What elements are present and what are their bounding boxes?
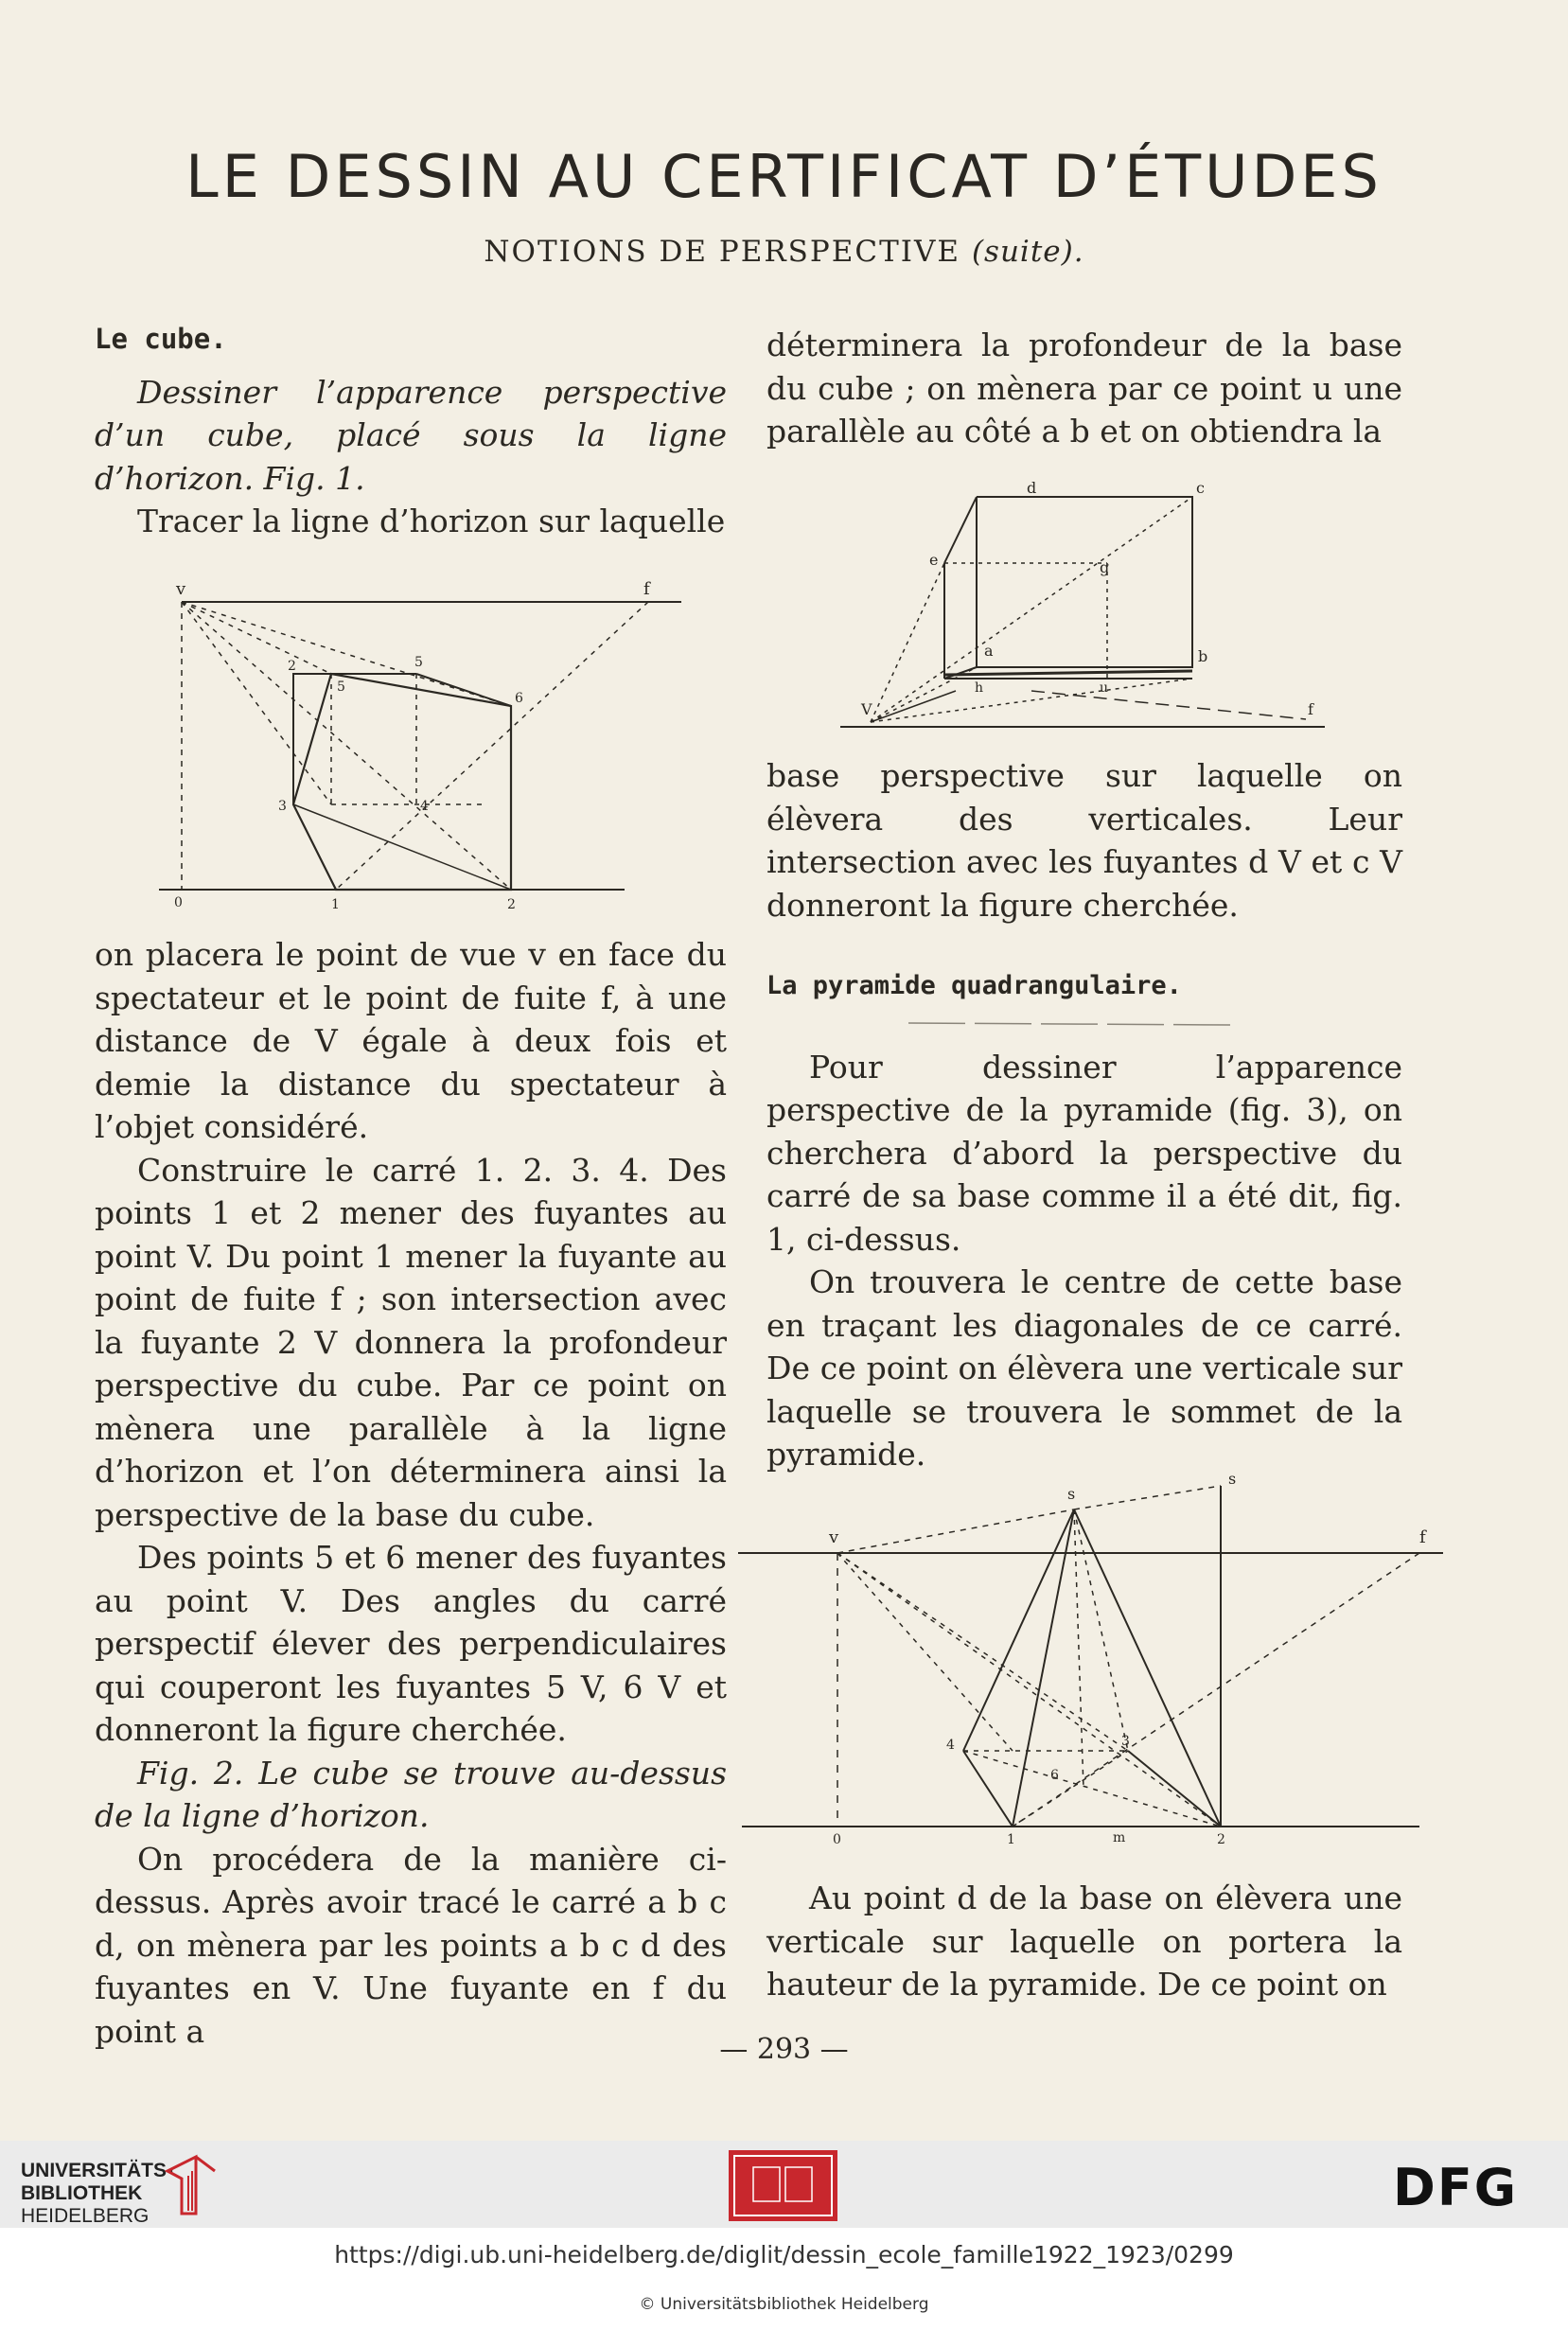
fig1-label-0: 0 xyxy=(174,895,183,910)
fig2-paragraph-continued: déterminera la profondeur de la base du cube ; on mènera par ce point u une parallèle au côté a b et on obtiendra la xyxy=(766,327,1402,450)
subtitle-text: NOTIONS DE PERSPECTIVE xyxy=(484,235,961,269)
fig2-procedure-paragraph: On procédera de la manière ci-dessus. Après avoir tracé le carré a b c d, on mènera par les points a b c d des fuyantes en V. Une fuyante en f du point a xyxy=(95,1840,727,2050)
section-heading-pyramid: La pyramide quadrangulaire. xyxy=(766,971,1182,1000)
fig2-conclusion-paragraph: base perspective sur laquelle on élèvera des verticales. Leur intersection avec les fuyantes d V et c V donneront la figure cherchée. xyxy=(766,757,1402,924)
fig2-label-d: d xyxy=(1027,479,1037,497)
library-name[interactable] xyxy=(21,2160,173,2228)
pyramid-intro-paragraph: Pour dessiner l’apparence perspective de la pyramide (fig. 3), on cherchera d’abord la perspective du carré de sa base comme il a été dit, fig. 1, ci-dessus. xyxy=(766,1048,1402,1258)
fig3-label-s: s xyxy=(1228,1470,1237,1488)
cube-intro-paragraph: Dessiner l’apparence perspective d’un cube, placé sous la ligne d’horizon. Fig. 1. xyxy=(95,373,727,497)
episteme-logo-icon xyxy=(729,2150,837,2221)
pyramid-center-paragraph: On trouvera le centre de cette base en traçant les diagonales de ce carré. De ce point on élèvera une verticale sur laquelle se trouvera le sommet de la pyramide. xyxy=(766,1263,1402,1473)
section-heading-cube: Le cube. xyxy=(95,323,227,355)
episteme-logo[interactable] xyxy=(729,2150,837,2221)
fig3-label-m: m xyxy=(1113,1830,1126,1845)
fig3-label-s-apex: s xyxy=(1067,1485,1076,1503)
library-line-3: HEIDELBERG xyxy=(21,2205,150,2227)
fig2-label-e: e xyxy=(929,551,939,569)
fig2-label-g: g xyxy=(1100,558,1110,576)
fig1-label-1: 1 xyxy=(331,897,340,912)
fig1-label-5b: 5 xyxy=(337,680,345,695)
cube-elevation-paragraph: Des points 5 et 6 mener des fuyantes au point V. Des angles du carré perspectif élever des perpendiculaires qui couperont les fuyantes 5 V, 6 V et donneront la figure cherchée. xyxy=(95,1539,727,1748)
fig2-label-a: a xyxy=(984,642,994,660)
page-number: — 293 — xyxy=(719,2033,849,2066)
fig2-label-v: V xyxy=(861,700,872,718)
decorative-rule xyxy=(890,1014,1268,1036)
page-subtitle xyxy=(0,235,1568,269)
fig2-label-f: f xyxy=(1308,700,1313,718)
left-column-top xyxy=(95,318,727,543)
library-logo-icon xyxy=(163,2152,220,2218)
figure-1-cube-below-horizon xyxy=(151,568,691,918)
dfg-logo[interactable]: DFG xyxy=(1393,2158,1519,2217)
fig1-label-v: v xyxy=(176,579,186,599)
fig3-label-v: v xyxy=(829,1527,839,1547)
library-line-1: UNIVERSITÄTS- xyxy=(21,2160,174,2181)
subtitle-suffix: (suite). xyxy=(971,235,1084,269)
fig1-label-2: 2 xyxy=(507,897,516,912)
fig3-label-f: f xyxy=(1419,1527,1426,1547)
fig2-label-b: b xyxy=(1198,647,1208,665)
fig3-label-0: 0 xyxy=(833,1832,841,1845)
figure-3-pyramid xyxy=(738,1467,1457,1845)
fig1-label-6: 6 xyxy=(515,691,523,706)
fig3-label-3: 3 xyxy=(1121,1734,1130,1749)
fig2-label-c: c xyxy=(1196,479,1205,497)
pyramid-height-paragraph: Au point d de la base on élèvera une verticale sur laquelle on portera la hauteur de la pyramide. De ce point on xyxy=(766,1880,1402,2003)
fig1-label-4: 4 xyxy=(420,799,429,814)
figure-2-cube-above-horizon xyxy=(833,478,1344,733)
library-line-2: BIBLIOTHEK xyxy=(21,2182,143,2204)
fig3-label-1: 1 xyxy=(1007,1832,1015,1845)
left-column-bottom xyxy=(95,933,727,2053)
cube-paragraph-start: Tracer la ligne d’horizon sur laquelle xyxy=(137,503,726,539)
fig2-intro-paragraph: Fig. 2. Le cube se trouve au-dessus de la ligne d’horizon. xyxy=(95,1754,727,1834)
fig1-label-5a: 5 xyxy=(414,655,423,670)
fig1-label-2a: 2 xyxy=(288,659,296,674)
fig2-label-u: u xyxy=(1100,680,1109,696)
page-title: LE DESSIN AU CERTIFICAT D’ÉTUDES xyxy=(185,142,1383,211)
digitization-bar xyxy=(0,2141,1568,2228)
fig3-label-2: 2 xyxy=(1217,1832,1225,1845)
copyright-notice: © Universitätsbibliothek Heidelberg xyxy=(639,2295,929,2314)
fig3-label-6: 6 xyxy=(1050,1768,1059,1783)
fig3-label-4: 4 xyxy=(946,1738,955,1753)
right-column-middle xyxy=(766,754,1402,1476)
cube-paragraph-continued: on placera le point de vue v en face du spectateur et le point de fuite f, à une distance de V égale à deux fois et demie la distance du spectateur à l’objet considéré. xyxy=(95,936,727,1145)
permalink-url[interactable]: https://digi.ub.uni-heidelberg.de/diglit/dessin_ecole_famille1922_1923/0299 xyxy=(334,2241,1234,2268)
fig1-label-f: f xyxy=(643,579,650,599)
cube-construction-paragraph: Construire le carré 1. 2. 3. 4. Des points 1 et 2 mener des fuyantes au point V. Du point 1 mener la fuyante au point de fuite f ; son intersection avec la fuyante 2 V donnera la profondeur perspective du cube. Par ce point on mènera une parallèle à la ligne d’horizon et l’on déterminera ainsi la perspective de la base du cube. xyxy=(95,1151,727,1533)
right-column-top xyxy=(766,324,1402,453)
fig1-label-3: 3 xyxy=(278,799,287,814)
right-column-bottom xyxy=(766,1877,1402,2006)
fig2-label-h: h xyxy=(975,680,984,696)
